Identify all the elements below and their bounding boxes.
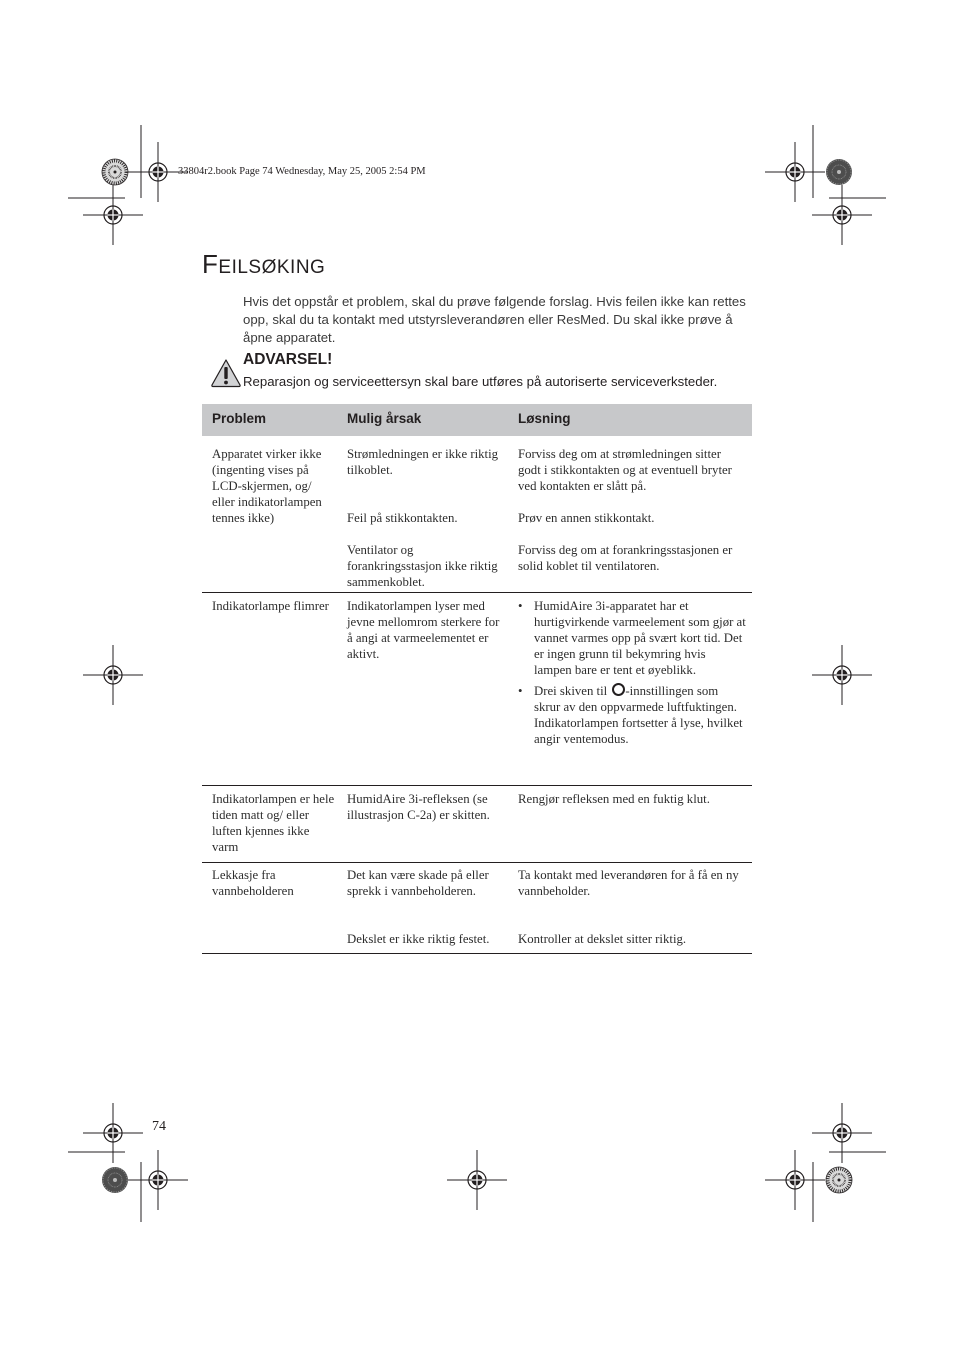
reg-mark (447, 1150, 507, 1210)
cause-cell: Indikatorlampen lyser med jevne mellomrom sterkere for å angi at varmeelementet er aktivt. (347, 599, 500, 661)
table-row (202, 786, 752, 863)
table-header (202, 404, 752, 436)
title-initial: F (202, 249, 219, 279)
dial-off-icon (612, 683, 625, 696)
problem-cell: Indikatorlampe flimrer (212, 599, 329, 613)
bullet-text: -innstillingen som skrur av den oppvarmede luftfuktingen. Indikatorlampen fortsetter å lyse, hvilket angir ventemodus. (534, 684, 743, 746)
reg-mark (826, 1167, 852, 1193)
page-number: 74 (152, 1119, 166, 1134)
bullet-item (518, 683, 746, 747)
table-row (202, 593, 752, 786)
reg-mark (812, 645, 872, 705)
column-header-solution: Løsning (518, 411, 571, 426)
page-title (202, 249, 325, 280)
reg-mark (765, 142, 825, 202)
reg-mark (83, 645, 143, 705)
warning-triangle-icon (210, 358, 242, 388)
solution-cell: Kontroller at dekslet sitter riktig. (518, 932, 687, 946)
troubleshooting-table (202, 404, 752, 954)
reg-mark (83, 185, 143, 245)
warning-heading: ADVARSEL! (243, 351, 333, 368)
table-row (202, 436, 752, 593)
reg-mark (102, 159, 128, 185)
title-rest: EILSØKING (218, 257, 326, 278)
cause-cell: HumidAire 3i-refleksen (se illustrasjon C-2a) er skitten. (347, 792, 490, 822)
problem-cell: Indikatorlampen er hele tiden matt og/ eller luften kjennes ikke varm (212, 792, 335, 854)
problem-cell: Lekkasje fra vannbeholderen (212, 868, 294, 898)
table-row (202, 863, 752, 954)
solution-cell: Ta kontakt med leverandøren for å få en ny vannbeholder. (518, 868, 739, 898)
reg-mark (812, 1103, 872, 1163)
problem-cell: Apparatet virker ikke (ingenting vises på LCD-skjermen, og/ eller indikatorlampen tennes ikke) (212, 447, 322, 525)
reg-mark (102, 1167, 128, 1193)
cause-cell: Det kan være skade på eller sprekk i vannbeholderen. (347, 868, 489, 898)
column-header-cause: Mulig årsak (347, 411, 422, 426)
reg-mark (128, 1150, 188, 1210)
cause-cell: Dekslet er ikke riktig festet. (347, 932, 490, 946)
reg-mark (83, 1103, 143, 1163)
cause-cell: Ventilator og forankringsstasjon ikke riktig sammenkoblet. (347, 543, 498, 589)
solution-bullet-list (518, 598, 746, 747)
reg-mark (765, 1150, 825, 1210)
warning-text: Reparasjon og serviceettersyn skal bare utføres på autoriserte serviceverksteder. (243, 374, 718, 389)
bullet-text: Drei skiven til (534, 684, 608, 698)
solution-cell: Prøv en annen stikkontakt. (518, 511, 655, 525)
cause-cell: Feil på stikkontakten. (347, 511, 458, 525)
cause-cell: Strømledningen er ikke riktig tilkoblet. (347, 447, 499, 477)
print-slug: 33804r2.book Page 74 Wednesday, May 25, 2005 2:54 PM (178, 166, 426, 177)
solution-cell: Forviss deg om at strømledningen sitter godt i stikkontakten og at eventuell bryter ved kontakten er slått på. (518, 447, 732, 493)
reg-mark (826, 159, 852, 185)
reg-mark (812, 185, 872, 245)
bullet-item: • HumidAire 3i-apparatet har et hurtigvirkende varmeelement som gjør at vannet varmes opp på svært kort tid. Det er ingen grunn til bekymring hvis lampen bare er tent et øyeblikk. (518, 598, 746, 678)
solution-cell: Rengjør refleksen med en fuktig klut. (518, 792, 710, 806)
column-header-problem: Problem (212, 411, 267, 426)
solution-cell: Forviss deg om at forankringsstasjonen er solid koblet til ventilatoren. (518, 543, 733, 573)
intro-paragraph: Hvis det oppstår et problem, skal du prøve følgende forslag. Hvis feilen ikke kan rettes opp, skal du ta kontakt med utstyrsleverandøren eller ResMed. Du skal ikke prøve å åpne apparatet. (243, 294, 746, 345)
